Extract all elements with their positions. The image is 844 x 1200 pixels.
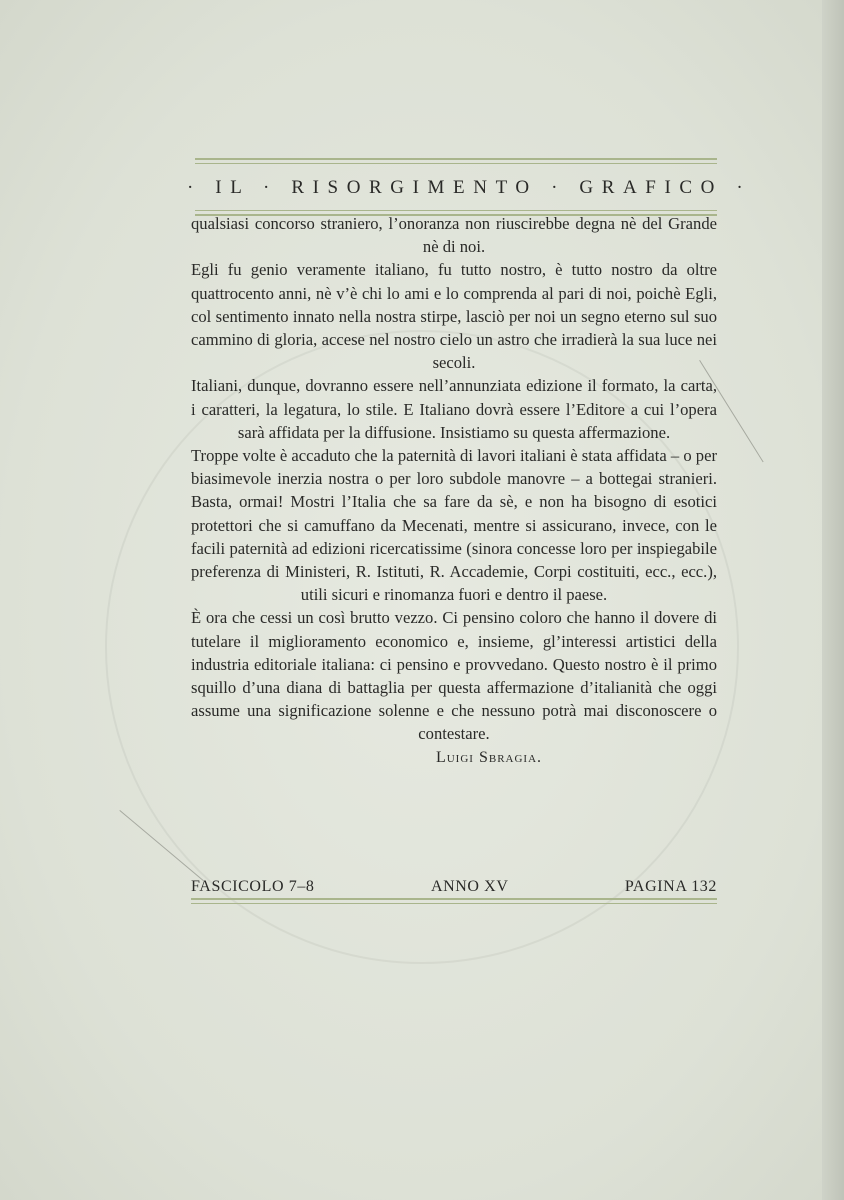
paragraph: Troppe volte è accaduto che la paternità di lavori italiani è stata affidata – o per biasimevole inerzia nostra o per loro subdole manovre – a bottegai stranieri. Basta, ormai! Mostri l’Italia che sa fare da sè, e non ha bisogno di esotici protettori che si camuffano da Mecenati, mentre si assicurano, invece, con le facili paternità ad edizioni ricercatissime (sinora concesse loro per inspiegabile preferenza di Ministeri, R. Istituti, R. Accademie, Corpi costituiti, ecc., ecc.), utili sicuri e rinomanza fuori e dentro il paese. (191, 446, 717, 605)
header-rule-top (195, 158, 717, 160)
running-footer (191, 874, 717, 904)
journal-title: · IL · RISORGIMENTO · GRAFICO · (187, 177, 752, 198)
footer-row (191, 874, 717, 898)
paragraph: Egli fu genio veramente italiano, fu tutto nostro, è tutto nostro da oltre quattrocento anni, nè v’è chi lo ami e lo comprenda al pari di noi, poichè Egli, col sentimento innato nella nostra stirpe, lasciò per noi un segno eterno sul suo cammino di gloria, accese nel nostro cielo un astro che irradierà la sua luce nei secoli. (191, 260, 717, 373)
paragraph: È ora che cessi un così brutto vezzo. Ci pensino coloro che hanno il dovere di tutelare il miglioramento economico e, insieme, gl’interessi artistici della industria editoriale italiana: ci pensino e provvedano. Questo nostro è il primo squillo d’una diana di battaglia per questa affermazione d’italianità che oggi assume una significazione solenne e che nessuno potrà mai disconoscere o contestare. (191, 608, 717, 744)
fascicolo-label: FASCICOLO 7–8 (191, 878, 315, 895)
page-edge (822, 0, 844, 1200)
anno-label: ANNO XV (430, 878, 509, 895)
article-body (191, 212, 717, 769)
page-number: PAGINA 132 (624, 878, 717, 895)
paragraph: qualsiasi concorso straniero, l’onoranza non riuscirebbe degna nè del Grande nè di noi. (191, 214, 717, 257)
paragraph: Italiani, dunque, dovranno essere nell’annunziata edizione il formato, la carta, i caratteri, la legatura, lo stile. E Italiano dovrà essere l’Editore a cui l’opera sarà affidata per la diffusione. Insistiamo su questa affermazione. (191, 376, 717, 442)
running-header (187, 158, 752, 216)
footer-rule-thin (191, 903, 717, 904)
author-signature: Luigi Sbragia. (435, 748, 543, 766)
header-rule-bottom-thin (195, 210, 717, 211)
footer-rule (191, 898, 717, 900)
